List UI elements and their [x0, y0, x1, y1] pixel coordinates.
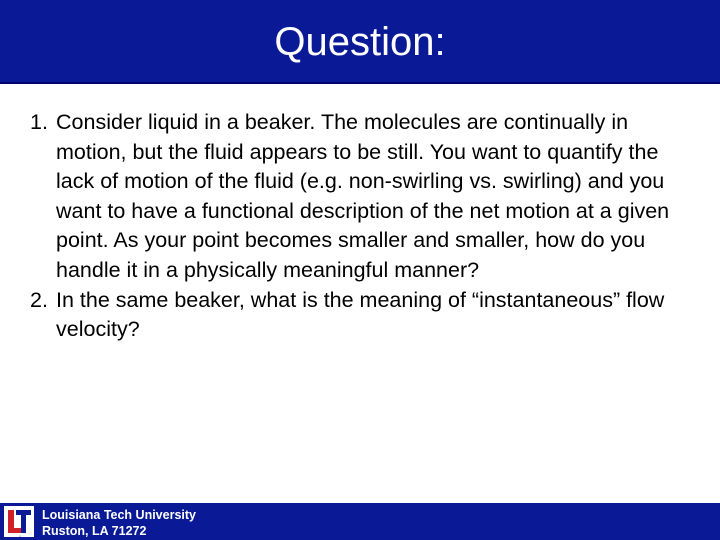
university-location: Ruston, LA 71272	[42, 524, 147, 538]
university-name: Louisiana Tech University	[42, 508, 196, 522]
slide-title: Question:	[274, 20, 446, 64]
university-logo	[2, 504, 36, 539]
logo-lettering: LT	[19, 536, 22, 538]
question-text: Consider liquid in a beaker. The molecules are continually in motion, but the fluid appears to be still. You want to quantify the lack of motion of the fluid (e.g. non-swirling vs. swirling) and you want to have a functional description of the net motion at a given point. As your point becomes smaller and smaller, how do you handle it in a physically meaningful manner?	[56, 110, 670, 282]
question-text: In the same beaker, what is the meaning of “instantaneous” flow velocity?	[56, 287, 665, 342]
title-banner	[0, 0, 720, 84]
question-item-1	[30, 108, 702, 286]
question-list	[30, 108, 702, 345]
question-number: 1.	[30, 110, 48, 134]
question-number: 2.	[30, 287, 48, 312]
question-item-2	[30, 286, 702, 345]
footer-bar	[0, 503, 720, 540]
